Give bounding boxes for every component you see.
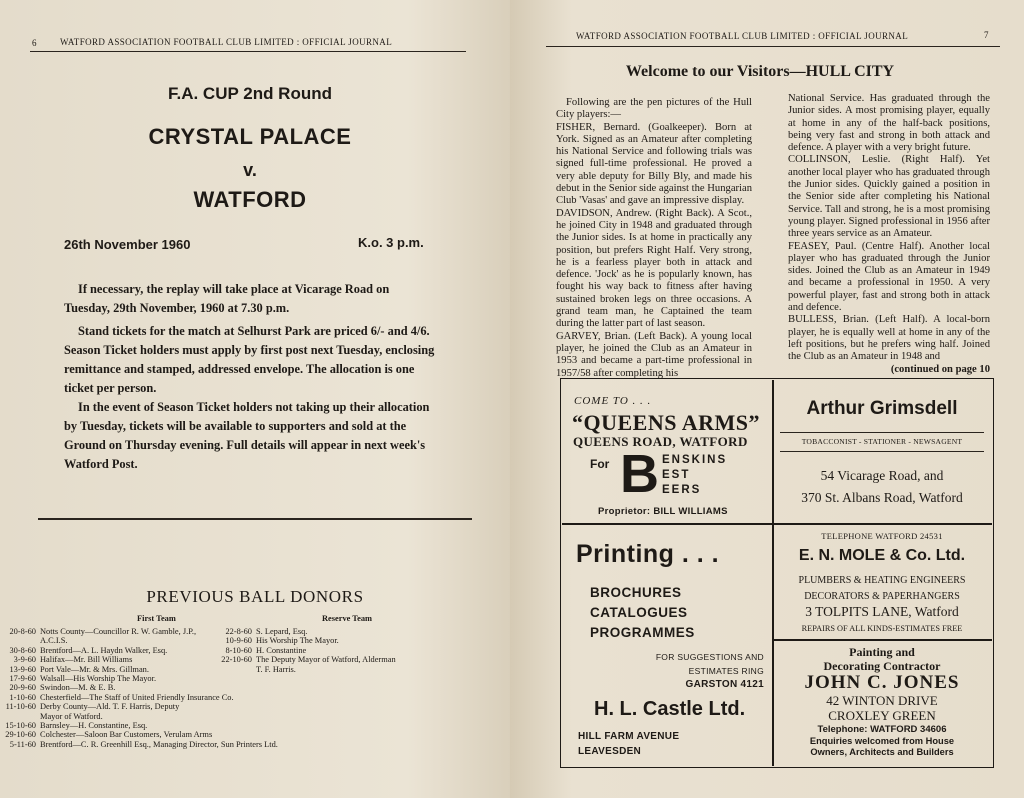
grimsdell-name: Arthur Grimsdell xyxy=(806,398,958,419)
mole-repairs: REPAIRS OF ALL KINDS-ESTIMATES FREE xyxy=(801,624,963,633)
list-item: 15-10-60 Barnsley—H. Constantine, Esq. xyxy=(5,721,148,731)
castle-address-2: LEAVESDEN xyxy=(578,746,642,757)
printing-items xyxy=(590,583,695,643)
column-paragraph: DAVIDSON, Andrew. (Right Back). A Scot., he joined City in 1948 and graduated through the Junior sides. Is at home in practically any position, but prefers Right Half. Very strong, he is a fearless player both in attack and defence. 'Jock' as he is popularly known, has fought his way back to fitness after having sustained broken legs on three occasions. A grand team man, he Captained the team during the latter part of last season. xyxy=(556,207,752,330)
jones-phone: Telephone: WATFORD 34606 xyxy=(817,724,947,735)
mole-divider xyxy=(774,639,992,641)
list-item: BROCHURES xyxy=(590,585,682,600)
mole-name: E. N. MOLE & Co. Ltd. xyxy=(798,547,966,564)
jones-name: JOHN C. JONES xyxy=(804,672,960,693)
jones-address-1: 42 WINTON DRIVE xyxy=(826,693,938,708)
right-page xyxy=(510,0,1024,798)
pen-pictures-column-1 xyxy=(556,97,752,380)
mole-phone: TELEPHONE WATFORD 24531 xyxy=(821,531,943,541)
grimsdell-rule-bottom xyxy=(780,451,984,452)
list-item: 5-11-60 Brentford—C. R. Greenhill Esq., Managing Director, Sun Printers Ltd. xyxy=(9,739,278,749)
ad-divider-horizontal xyxy=(562,523,992,525)
printing-heading: Printing . . . xyxy=(576,540,720,568)
column-paragraph: Following are the pen pictures of the Hull City players:— xyxy=(556,97,752,121)
list-item: 17-9-60 Walsall—His Worship The Mayor. xyxy=(9,674,157,684)
continued-note: (continued on page 10 xyxy=(890,363,990,375)
mole-services xyxy=(774,573,990,605)
suggestions-line: FOR SUGGESTIONS AND xyxy=(655,652,764,662)
column-paragraph: GARVEY, Brian. (Left Back). A young local player, he joined the Club as an Amateur in 1953 and became a part-time professional in 1957/58 after completing his xyxy=(556,330,752,379)
castle-address xyxy=(578,729,679,759)
away-team: WATFORD xyxy=(193,187,307,212)
castle-suggestions xyxy=(620,650,764,692)
queens-arms-proprietor: Proprietor: BILL WILLIAMS xyxy=(598,506,728,517)
jones-trade-1: Painting and xyxy=(849,645,915,659)
grimsdell-address-1: 54 Vicarage Road, and xyxy=(820,468,944,483)
kickoff-time: K.o. 3 p.m. xyxy=(358,235,424,250)
left-header-rule xyxy=(30,51,466,52)
list-item: 30-8-60 Brentford—A. L. Haydn Walker, Esq. xyxy=(9,645,168,655)
season-ticket-paragraph: In the event of Season Ticket holders not taking up their allocation by Tuesday, tickets will be available to supporters and sold at the Ground on Thursday evening. Full details will appear in next week's Watford Post. xyxy=(64,400,430,471)
left-header: WATFORD ASSOCIATION FOOTBALL CLUB LIMITED : OFFICIAL JOURNAL xyxy=(60,37,393,47)
grimsdell-trade: TOBACCONIST - STATIONER - NEWSAGENT xyxy=(801,437,963,446)
best-line: EST xyxy=(662,469,691,481)
mole-service-1: PLUMBERS & HEATING ENGINEERS xyxy=(798,575,966,586)
versus: v. xyxy=(243,160,257,180)
visitors-title: Welcome to our Visitors—HULL CITY xyxy=(625,63,895,80)
section-divider xyxy=(38,518,472,520)
right-header: WATFORD ASSOCIATION FOOTBALL CLUB LIMITED : OFFICIAL JOURNAL xyxy=(576,31,909,41)
tickets-paragraph: Stand tickets for the match at Selhurst Park are priced 6/- and 4/6. Season Ticket holders must apply by first post next Tuesday, enclosing remittance and stamped, addressed envelope. The allocation is one ticket per person. xyxy=(64,324,435,395)
jones-enquiries xyxy=(774,736,990,758)
jones-enquiries-2: Owners, Architects and Builders xyxy=(810,747,954,757)
list-item: 22-8-60 S. Lepard, Esq. xyxy=(225,627,308,636)
competition-title: F.A. CUP 2nd Round xyxy=(167,84,332,103)
list-item: 3-9-60 Halifax—Mr. Bill Williams xyxy=(13,655,133,665)
mole-address: 3 TOLPITS LANE, Watford xyxy=(805,604,959,619)
right-header-rule xyxy=(546,46,1000,47)
reserve-team-heading: Reserve Team xyxy=(322,614,373,623)
home-team: CRYSTAL PALACE xyxy=(148,124,352,149)
left-page xyxy=(0,0,510,798)
right-page-number: 7 xyxy=(984,30,989,40)
pen-pictures-column-2 xyxy=(788,93,990,376)
list-item: 13-9-60 Port Vale—Mr. & Mrs. Gillman. xyxy=(9,664,149,674)
castle-name: H. L. Castle Ltd. xyxy=(594,698,746,720)
column-paragraph: COLLINSON, Leslie. (Right Half). Yet another local player who has graduated through the Junior sides. Quickly gained a position in the Senior side after completing his National Service. Tall and strong, he is a most promising young player. Signed professional in 1956 after three years service as an Amateur. xyxy=(788,154,990,240)
list-item: 11-10-60 Derby County—Ald. T. F. Harris, Deputy Mayor of Watford. xyxy=(5,702,180,721)
list-item: 10-9-60 His Worship The Mayor. xyxy=(225,636,339,646)
estimates-line: ESTIMATES RING xyxy=(688,666,764,676)
benskins-line: ENSKINS xyxy=(662,454,728,466)
grimsdell-address-2: 370 St. Albans Road, Watford xyxy=(801,490,963,505)
replay-paragraph: If necessary, the replay will take place at Vicarage Road on Tuesday, 29th November, 1960 at 7.30 p.m. xyxy=(64,282,390,315)
queens-arms-road: QUEENS ROAD, WATFORD xyxy=(573,434,748,449)
castle-phone: GARSTON 4121 xyxy=(685,679,764,690)
castle-address-1: HILL FARM AVENUE xyxy=(578,731,680,742)
mole-service-2: DECORATORS & PAPERHANGERS xyxy=(804,591,960,602)
column-paragraph: National Service. Has graduated through the Junior sides. A most promising player, equally at home in any of the half-back positions, being very fast and strong in both attack and defence. A player with a very bright future. xyxy=(788,93,990,154)
jones-address-2: CROXLEY GREEN xyxy=(828,708,936,723)
queens-arms-come-to: COME TO . . . xyxy=(574,395,652,407)
column-paragraph: FISHER, Bernard. (Goalkeeper). Born at York. Signed as an Amateur after completing his National Service and following trials was signed full-time professional. He proved a very able deputy for Billy Bly, and made his debut in the Senior side against the Hungarian Club 'Vasas' and gave an impressive display. xyxy=(556,121,752,207)
left-page-number: 6 xyxy=(32,38,37,48)
jones-address xyxy=(774,693,990,723)
match-date: 26th November 1960 xyxy=(64,237,191,252)
donors-title: PREVIOUS BALL DONORS xyxy=(146,587,364,606)
list-item: 20-9-60 Swindon—M. & E. B. xyxy=(9,683,116,693)
grimsdell-rule-top xyxy=(780,432,984,433)
list-item: CATALOGUES xyxy=(590,605,688,620)
jones-enquiries-1: Enquiries welcomed from House xyxy=(809,736,955,746)
queens-arms-for: For xyxy=(590,457,610,471)
list-item: 29-10-60 Colchester—Saloon Bar Customers, Verulam Arms xyxy=(5,730,213,740)
beers-line: EERS xyxy=(662,484,702,496)
reserve-team-list xyxy=(210,627,430,674)
list-item: PROGRAMMES xyxy=(590,625,695,640)
column-paragraph: FEASEY, Paul. (Centre Half). Another local player who has graduated through the Junior sides. Joined the Club as an Amateur in 1949 and became a professional in 1950. A very powerful player, fast and strong both in attack and defence. xyxy=(788,240,990,314)
jones-trade xyxy=(774,645,990,673)
list-item: 1-10-60 Chesterfield—The Staff of United Friendly Insurance Co. xyxy=(9,692,234,702)
benskins-big-b: B xyxy=(620,444,659,504)
list-item: 22-10-60 The Deputy Mayor of Watford, Alderman T. F. Harris. xyxy=(221,655,396,674)
list-item: 8-10-60 H. Constantine xyxy=(225,645,307,655)
column-paragraph: BULLESS, Brian. (Left Half). A local-born player, he is equally well at home in any of the left positions, but he prefers wing half. Joined the Club as an Amateur in 1948 and xyxy=(788,314,990,363)
list-item: 20-8-60 Notts County—Councillor R. W. Gamble, J.P., A.C.I.S. xyxy=(9,627,197,646)
queens-arms-name: “QUEENS ARMS” xyxy=(572,410,761,435)
jones-trade-2: Decorating Contractor xyxy=(823,659,941,673)
first-team-heading: First Team xyxy=(137,614,176,623)
benskins-lines xyxy=(662,453,727,498)
